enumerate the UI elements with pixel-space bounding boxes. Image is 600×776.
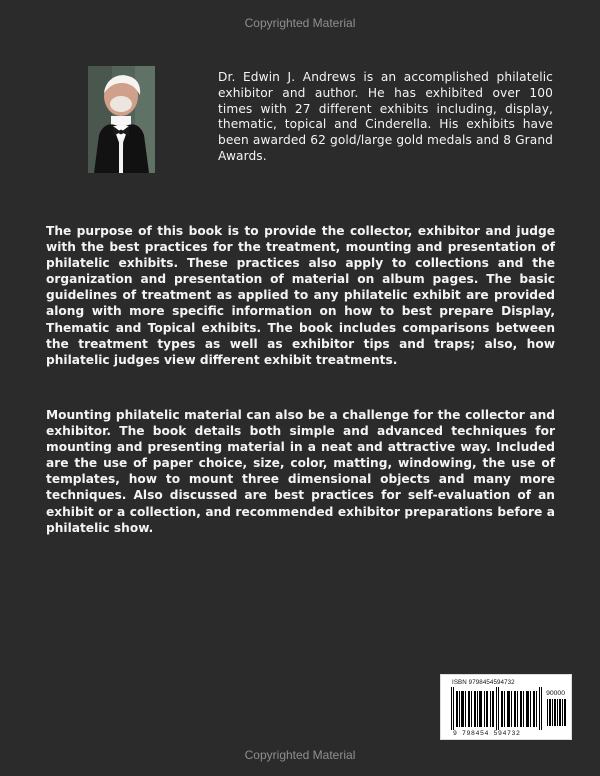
copyright-watermark-top: Copyrighted Material	[244, 16, 356, 30]
copyright-watermark-bottom: Copyrighted Material	[244, 748, 356, 762]
book-description-paragraph-1: The purpose of this book is to provide the collector, exhibitor and judge with the best practices for the treatment, mounting and presentation of philatelic exhibits. These practices also apply to collections and the organization and presentation of material on album pages. The basic guidelines of treatment as applied to any philatelic exhibit are provided along with more specific information on how to best prepare Display, Thematic and Topical exhibits. The book includes comparisons between the treatment types as well as exhibitor tips and traps; also, how philatelic judges view different exhibit treatments.	[46, 224, 555, 367]
author-bio: Dr. Edwin J. Andrews is an accomplished philatelic exhibitor and author. He has exhibited over 100 times with 27 different exhibits including, display, thematic, topical and Cinderella. His exhibits have been awarded 62 gold/large gold medals and 8 Grand Awards.	[218, 70, 553, 163]
price-code: 90000	[546, 690, 565, 697]
ean-number: 9 798454 594732	[453, 730, 521, 737]
author-photo	[88, 66, 155, 173]
book-description-paragraph-2: Mounting philatelic material can also be a challenge for the collector and exhibitor. The book details both simple and advanced techniques for mounting and presenting material in a neat and attractive way. Included are the use of paper choice, size, color, matting, windowing, the use of templates, how to mount three dimensional objects and many more techniques. Also discussed are best practices for self-evaluation of an exhibit or a collection, and recommended exhibitor preparations before a philatelic show.	[46, 408, 555, 535]
author-portrait	[88, 66, 155, 173]
isbn-label: ISBN 9798454594732	[452, 679, 515, 686]
barcode-box	[440, 674, 572, 740]
